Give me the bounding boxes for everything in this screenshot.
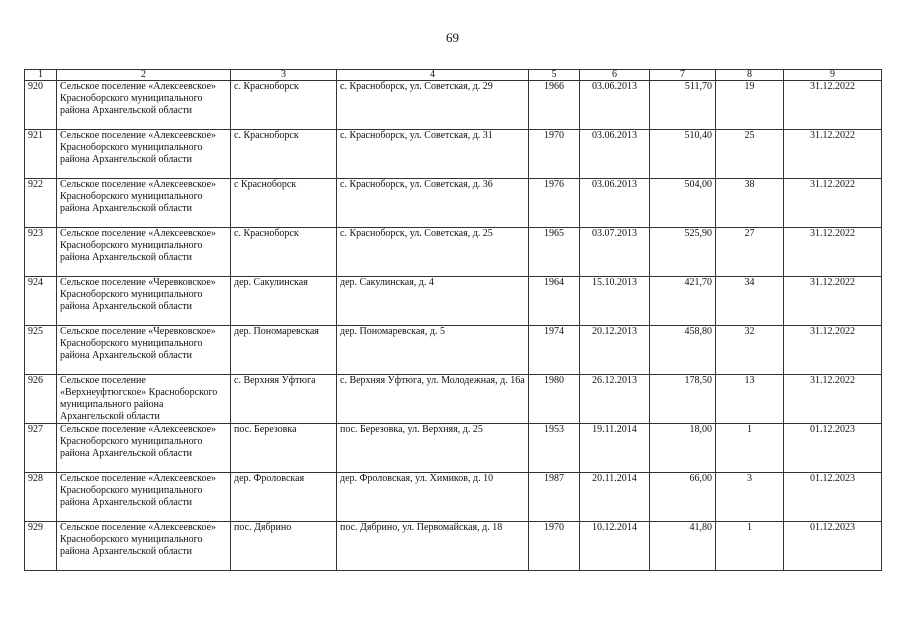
cell-number: 925 [25,326,57,375]
cell-locality: пос. Березовка [231,424,337,473]
cell-date: 15.10.2013 [580,277,650,326]
table-row [25,375,882,424]
column-header: 6 [580,70,650,81]
cell-residents: 19 [716,81,784,130]
cell-residents: 34 [716,277,784,326]
cell-owner: Сельское поселение «Алексеевское» Красноборского муниципального района Архангельской области [57,81,231,130]
cell-year: 1965 [529,228,580,277]
cell-deadline: 31.12.2022 [784,375,882,424]
cell-number: 929 [25,522,57,571]
cell-address: дер. Фроловская, ул. Химиков, д. 10 [337,473,529,522]
cell-date: 03.06.2013 [580,81,650,130]
cell-deadline: 01.12.2023 [784,473,882,522]
cell-year: 1970 [529,130,580,179]
cell-owner: Сельское поселение «Алексеевское» Красноборского муниципального района Архангельской области [57,424,231,473]
cell-locality: с. Красноборск [231,130,337,179]
cell-owner: Сельское поселение «Верхнеуфтюгское» Красноборского муниципального района Архангельской области [57,375,231,424]
table-row [25,130,882,179]
cell-address: пос. Березовка, ул. Верхняя, д. 25 [337,424,529,473]
column-header: 8 [716,70,784,81]
cell-deadline: 31.12.2022 [784,277,882,326]
cell-year: 1987 [529,473,580,522]
cell-area: 511,70 [650,81,716,130]
cell-number: 920 [25,81,57,130]
cell-owner: Сельское поселение «Алексеевское» Красноборского муниципального района Архангельской области [57,130,231,179]
column-header: 9 [784,70,882,81]
cell-year: 1966 [529,81,580,130]
cell-owner: Сельское поселение «Черевковское» Красноборского муниципального района Архангельской области [57,277,231,326]
cell-area: 504,00 [650,179,716,228]
cell-residents: 3 [716,473,784,522]
cell-locality: с Красноборск [231,179,337,228]
cell-residents: 32 [716,326,784,375]
cell-date: 03.07.2013 [580,228,650,277]
cell-address: с. Красноборск, ул. Советская, д. 25 [337,228,529,277]
cell-deadline: 31.12.2022 [784,130,882,179]
cell-locality: с. Верхняя Уфтюга [231,375,337,424]
table-row [25,277,882,326]
cell-deadline: 31.12.2022 [784,179,882,228]
table-row [25,522,882,571]
cell-number: 926 [25,375,57,424]
cell-number: 928 [25,473,57,522]
table-row [25,81,882,130]
cell-date: 19.11.2014 [580,424,650,473]
cell-owner: Сельское поселение «Алексеевское» Красноборского муниципального района Архангельской области [57,179,231,228]
cell-deadline: 31.12.2022 [784,326,882,375]
cell-owner: Сельское поселение «Черевковское» Красноборского муниципального района Архангельской области [57,326,231,375]
cell-residents: 27 [716,228,784,277]
cell-residents: 13 [716,375,784,424]
column-header: 5 [529,70,580,81]
cell-area: 41,80 [650,522,716,571]
table-row [25,473,882,522]
cell-number: 924 [25,277,57,326]
cell-date: 20.11.2014 [580,473,650,522]
cell-owner: Сельское поселение «Алексеевское» Красноборского муниципального района Архангельской области [57,228,231,277]
table-row [25,228,882,277]
cell-address: дер. Сакулинская, д. 4 [337,277,529,326]
column-header: 2 [57,70,231,81]
cell-locality: с. Красноборск [231,228,337,277]
cell-locality: дер. Фроловская [231,473,337,522]
cell-address: с. Верхняя Уфтюга, ул. Молодежная, д. 16а [337,375,529,424]
cell-year: 1976 [529,179,580,228]
cell-deadline: 31.12.2022 [784,81,882,130]
column-header: 1 [25,70,57,81]
cell-number: 927 [25,424,57,473]
cell-number: 923 [25,228,57,277]
cell-area: 525,90 [650,228,716,277]
cell-owner: Сельское поселение «Алексеевское» Красноборского муниципального района Архангельской области [57,473,231,522]
cell-locality: дер. Сакулинская [231,277,337,326]
cell-area: 421,70 [650,277,716,326]
housing-registry-table [24,69,882,571]
cell-residents: 38 [716,179,784,228]
cell-number: 922 [25,179,57,228]
cell-locality: пос. Дябрино [231,522,337,571]
table-row [25,326,882,375]
table-row [25,424,882,473]
cell-date: 10.12.2014 [580,522,650,571]
cell-date: 03.06.2013 [580,179,650,228]
column-number-row [25,70,882,81]
page-number: 69 [446,30,459,45]
cell-year: 1964 [529,277,580,326]
cell-year: 1970 [529,522,580,571]
cell-area: 66,00 [650,473,716,522]
column-header: 3 [231,70,337,81]
cell-address: пос. Дябрино, ул. Первомайская, д. 18 [337,522,529,571]
cell-date: 26.12.2013 [580,375,650,424]
cell-area: 510,40 [650,130,716,179]
cell-residents: 1 [716,424,784,473]
cell-year: 1980 [529,375,580,424]
cell-area: 458,80 [650,326,716,375]
cell-date: 20.12.2013 [580,326,650,375]
cell-address: с. Красноборск, ул. Советская, д. 36 [337,179,529,228]
cell-year: 1974 [529,326,580,375]
column-header: 7 [650,70,716,81]
cell-address: с. Красноборск, ул. Советская, д. 29 [337,81,529,130]
cell-owner: Сельское поселение «Алексеевское» Красноборского муниципального района Архангельской области [57,522,231,571]
cell-number: 921 [25,130,57,179]
cell-address: дер. Пономаревская, д. 5 [337,326,529,375]
table-row [25,179,882,228]
cell-locality: дер. Пономаревская [231,326,337,375]
cell-address: с. Красноборск, ул. Советская, д. 31 [337,130,529,179]
cell-area: 178,50 [650,375,716,424]
cell-area: 18,00 [650,424,716,473]
cell-residents: 25 [716,130,784,179]
cell-deadline: 01.12.2023 [784,424,882,473]
column-header: 4 [337,70,529,81]
cell-year: 1953 [529,424,580,473]
cell-date: 03.06.2013 [580,130,650,179]
cell-deadline: 01.12.2023 [784,522,882,571]
cell-locality: с. Красноборск [231,81,337,130]
cell-deadline: 31.12.2022 [784,228,882,277]
cell-residents: 1 [716,522,784,571]
